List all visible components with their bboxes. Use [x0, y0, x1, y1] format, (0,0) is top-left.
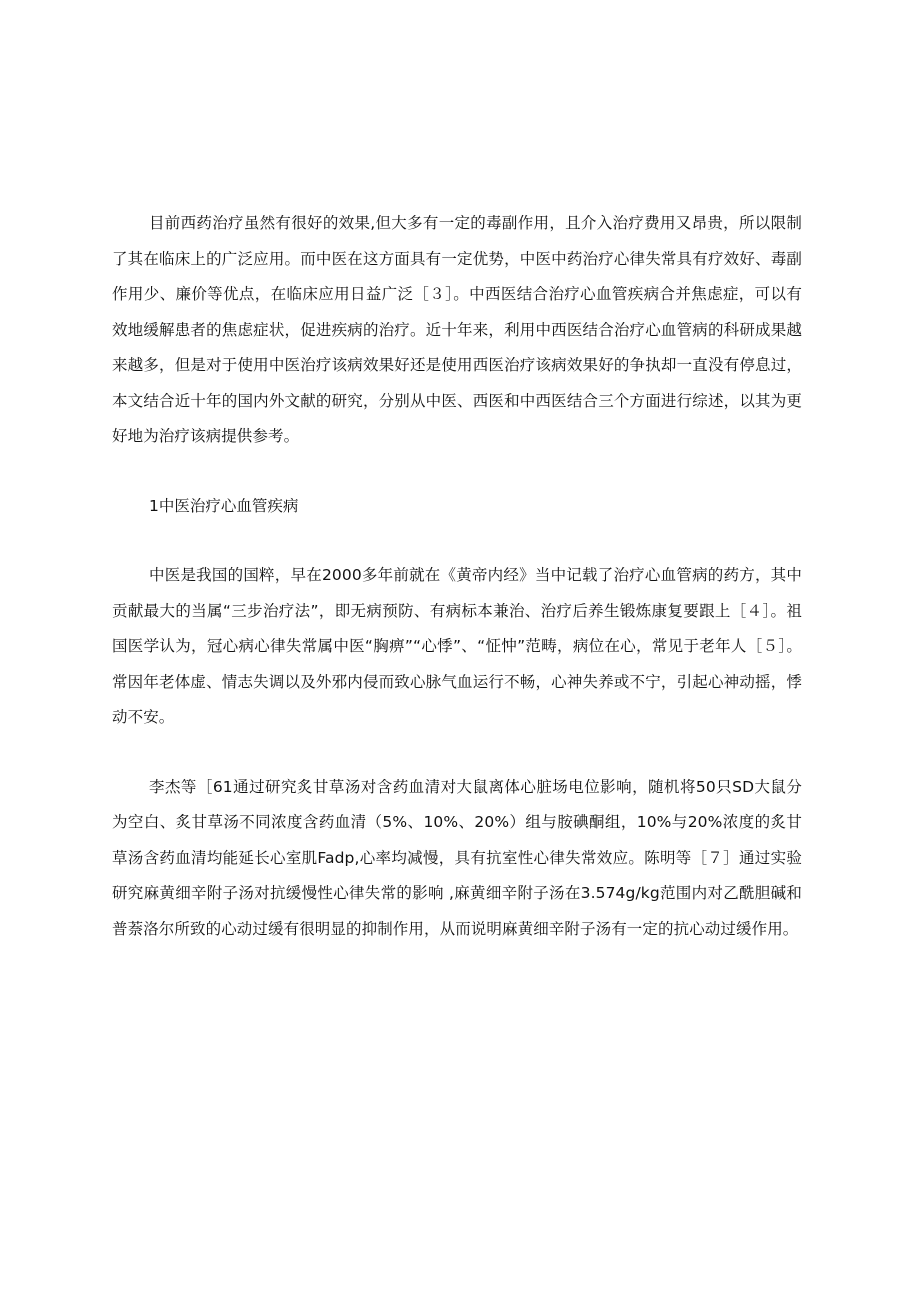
paragraph-spacer — [112, 736, 802, 770]
paragraph-spacer — [112, 524, 802, 558]
document-body — [112, 206, 802, 947]
section-heading: 1中医治疗心血管疾病 — [149, 496, 299, 515]
paragraph-tcm-overview: 中医是我国的国粹，早在2000多年前就在《黄帝内经》当中记载了治疗心血管病的药方，其中贡献最大的当属“三步治疗法”，即无病预防、有病标本兼治、治疗后养生锻炼康复要跟上［４］。祖国医学认为，冠心病心律失常属中医“胸痹”“心悸”、“怔忡”范畴，病位在心，常见于老年人［５］。常因年老体虚、情志失调以及外邪内侵而致心脉气血运行不畅，心神失养或不宁，引起心神动摇，悸动不安。 — [112, 566, 802, 726]
paragraph-research-studies: 李杰等［61通过研究炙甘草汤对含药血清对大鼠离体心脏场电位影响，随机将50只SD大鼠分为空白、炙甘草汤不同浓度含药血清（5%、10%、20%）组与胺碘酮组，10%与20%浓度的炙甘草汤含药血清均能延长心室肌Fadp,心率均减慢，具有抗室性心律失常效应。陈明等［７］通过实验研究麻黄细辛附子汤对抗缓慢性心律失常的影响 ,麻黄细辛附子汤在3.574g/kg范围内对乙酰胆碱和普萘洛尔所致的心动过缓有很明显的抑制作用，从而说明麻黄细辛附子汤有一定的抗心动过缓作用。 — [112, 777, 802, 938]
paragraph-intro: 目前西药治疗虽然有很好的效果,但大多有一定的毒副作用，且介入治疗费用又昂贵，所以限制了其在临床上的广泛应用。而中医在这方面具有一定优势，中医中药治疗心律失常具有疗效好、毒副作用少、廉价等优点，在临床应用日益广泛［３］。中西医结合治疗心血管疾病合并焦虑症，可以有效地缓解患者的焦虑症状，促进疾病的治疗。近十年来，利用中西医结合治疗心血管病的科研成果越来越多，但是对于使用中医治疗该病效果好还是使用西医治疗该病效果好的争执却一直没有停息过，本文结合近十年的国内外文献的研究，分别从中医、西医和中西医结合三个方面进行综述，以其为更好地为治疗该病提供参考。 — [112, 214, 802, 445]
paragraph-spacer — [112, 455, 802, 489]
